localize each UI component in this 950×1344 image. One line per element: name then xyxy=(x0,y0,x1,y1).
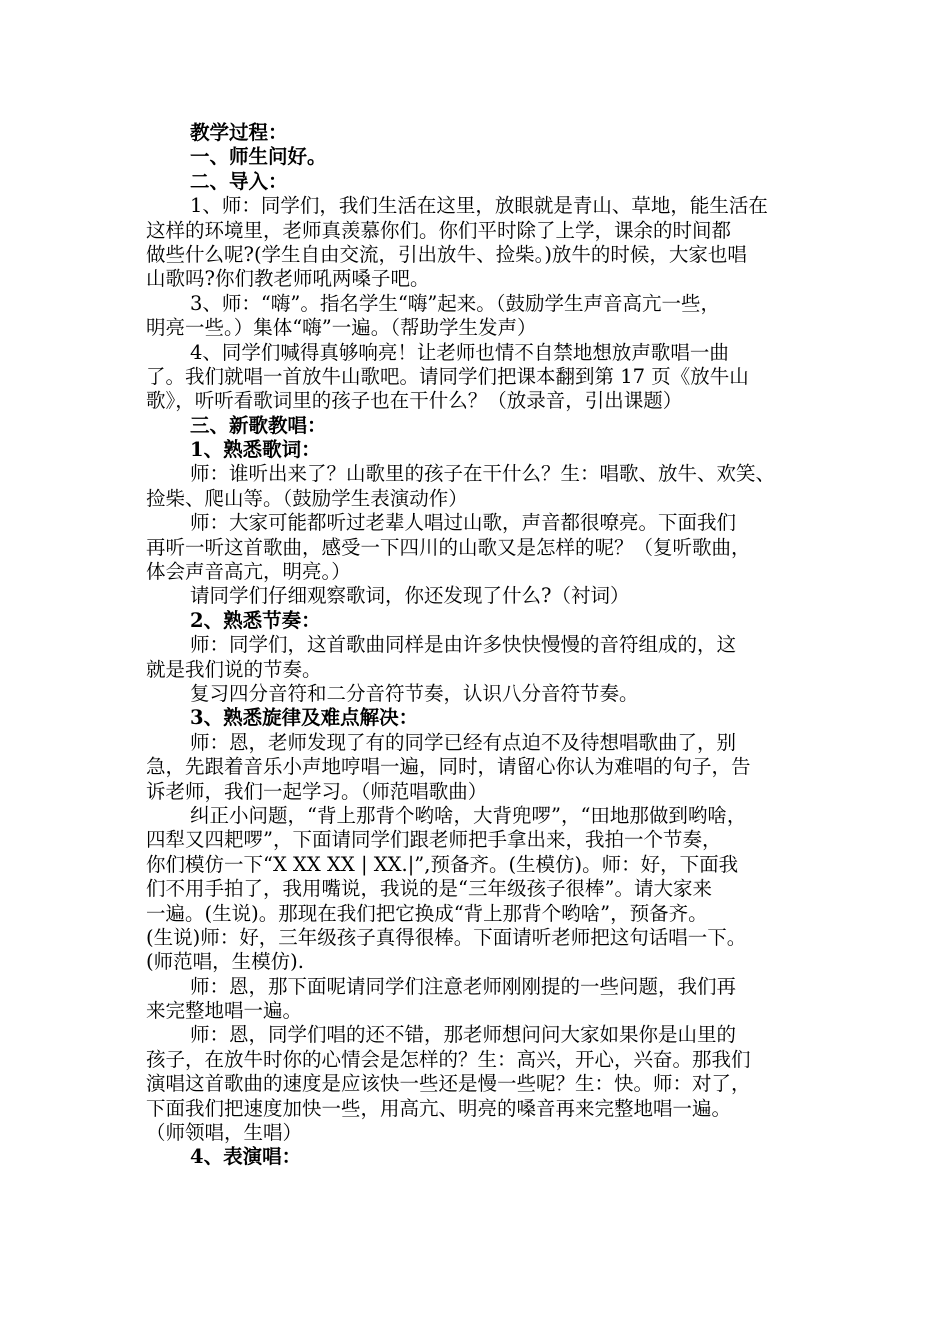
text-line: 明亮一些。）集体“嗨”一遍。（帮助学生发声） xyxy=(146,316,537,340)
text-line: 4、同学们喊得真够响亮！让老师也情不自禁地想放声歌唱一曲 xyxy=(190,340,729,364)
text-line: (师范唱，生模仿). xyxy=(146,950,304,974)
section-heading: 二、导入： xyxy=(190,169,288,193)
text-line: 3、师：“嗨”。指名学生“嗨”起来。（鼓励学生声音高亢一些， xyxy=(190,291,721,315)
section-heading: 教学过程： xyxy=(190,121,288,144)
text-line: 歌》，听听看歌词里的孩子也在干什么？（放录音，引出课题） xyxy=(146,389,683,413)
text-line: (生说)师：好，三年级孩子真得很棒。下面请听老师把这句话唱一下。 xyxy=(146,925,747,949)
text-line: 师：同学们，这首歌曲同样是由许多快快慢慢的音符组成的，这 xyxy=(190,633,737,657)
text-line: 就是我们说的节奏。 xyxy=(146,657,322,681)
text-line: 了。我们就唱一首放牛山歌吧。请同学们把课本翻到第 17 页《放牛山 xyxy=(146,364,749,388)
section-heading: 1、熟悉歌词： xyxy=(190,438,321,462)
text-line: 们不用手拍了，我用嘴说，我说的是“三年级孩子很棒”。请大家来 xyxy=(146,877,712,901)
text-line: 师：大家可能都听过老辈人唱过山歌，声音都很嘹亮。下面我们 xyxy=(190,511,737,535)
text-line: （师领唱，生唱） xyxy=(146,1121,303,1145)
text-line: 这样的环境里，老师真羡慕你们。你们平时除了上学，课余的时间都 xyxy=(146,218,732,242)
text-line: 诉老师，我们一起学习。（师范唱歌曲） xyxy=(146,779,488,803)
section-heading: 一、师生问好。 xyxy=(190,145,327,169)
text-line: 复习四分音符和二分音符节奏，认识八分音符节奏。 xyxy=(190,681,639,705)
text-line: 师：恩，同学们唱的还不错，那老师想问问大家如果你是山里的 xyxy=(190,1023,737,1047)
text-line: 做些什么呢?(学生自由交流，引出放牛、捡柴。)放牛的时候，大家也唱 xyxy=(146,242,747,266)
text-line: 一遍。(生说)。那现在我们把它换成“背上那背个哟啥”，预备齐。 xyxy=(146,901,708,925)
text-line: 你们模仿一下“X XX XX | XX.|”,预备齐。(生模仿)。师：好，下面我 xyxy=(146,852,739,876)
text-line: 演唱这首歌曲的速度是应该快一些还是慢一些呢？生：快。师：对了， xyxy=(146,1072,751,1096)
section-heading: 4、表演唱： xyxy=(190,1145,302,1169)
section-heading: 3、熟悉旋律及难点解决： xyxy=(190,706,419,730)
text-line: 急，先跟着音乐小声地哼唱一遍，同时，请留心你认为难唱的句子，告 xyxy=(146,755,751,779)
text-line: 1、师：同学们，我们生活在这里，放眼就是青山、草地，能生活在 xyxy=(190,194,768,218)
text-line: 来完整地唱一遍。 xyxy=(146,999,303,1023)
lesson-plan-text xyxy=(146,121,810,1170)
section-heading: 三、新歌教唱： xyxy=(190,413,327,437)
text-line: 纠正小问题，“背上那背个哟啥，大背兜啰”，“田地那做到哟啥， xyxy=(190,803,747,827)
text-line: 师：谁听出来了？山歌里的孩子在干什么？生：唱歌、放牛、欢笑、 xyxy=(190,462,776,486)
text-line: 下面我们把速度加快一些，用高亢、明亮的嗓音再来完整地唱一遍。 xyxy=(146,1096,732,1120)
text-line: 山歌吗?你们教老师吼两嗓子吧。 xyxy=(146,267,430,291)
text-line: 师：恩，那下面呢请同学们注意老师刚刚提的一些问题，我们再 xyxy=(190,974,737,998)
text-line: 孩子，在放牛时你的心情会是怎样的？生：高兴，开心，兴奋。那我们 xyxy=(146,1047,751,1071)
text-line: 请同学们仔细观察歌词，你还发现了什么?（衬词） xyxy=(190,584,630,608)
text-line: 捡柴、爬山等。（鼓励学生表演动作） xyxy=(146,486,468,510)
text-line: 四犁又四耙啰”，下面请同学们跟老师把手拿出来，我拍一个节奏， xyxy=(146,828,722,852)
section-heading: 2、熟悉节奏： xyxy=(190,608,321,632)
text-line: 再听一听这首歌曲，感受一下四川的山歌又是怎样的呢？（复听歌曲， xyxy=(146,535,751,559)
text-line: 体会声音高亢，明亮。） xyxy=(146,560,351,584)
text-line: 师：恩，老师发现了有的同学已经有点迫不及待想唱歌曲了，别 xyxy=(190,730,737,754)
